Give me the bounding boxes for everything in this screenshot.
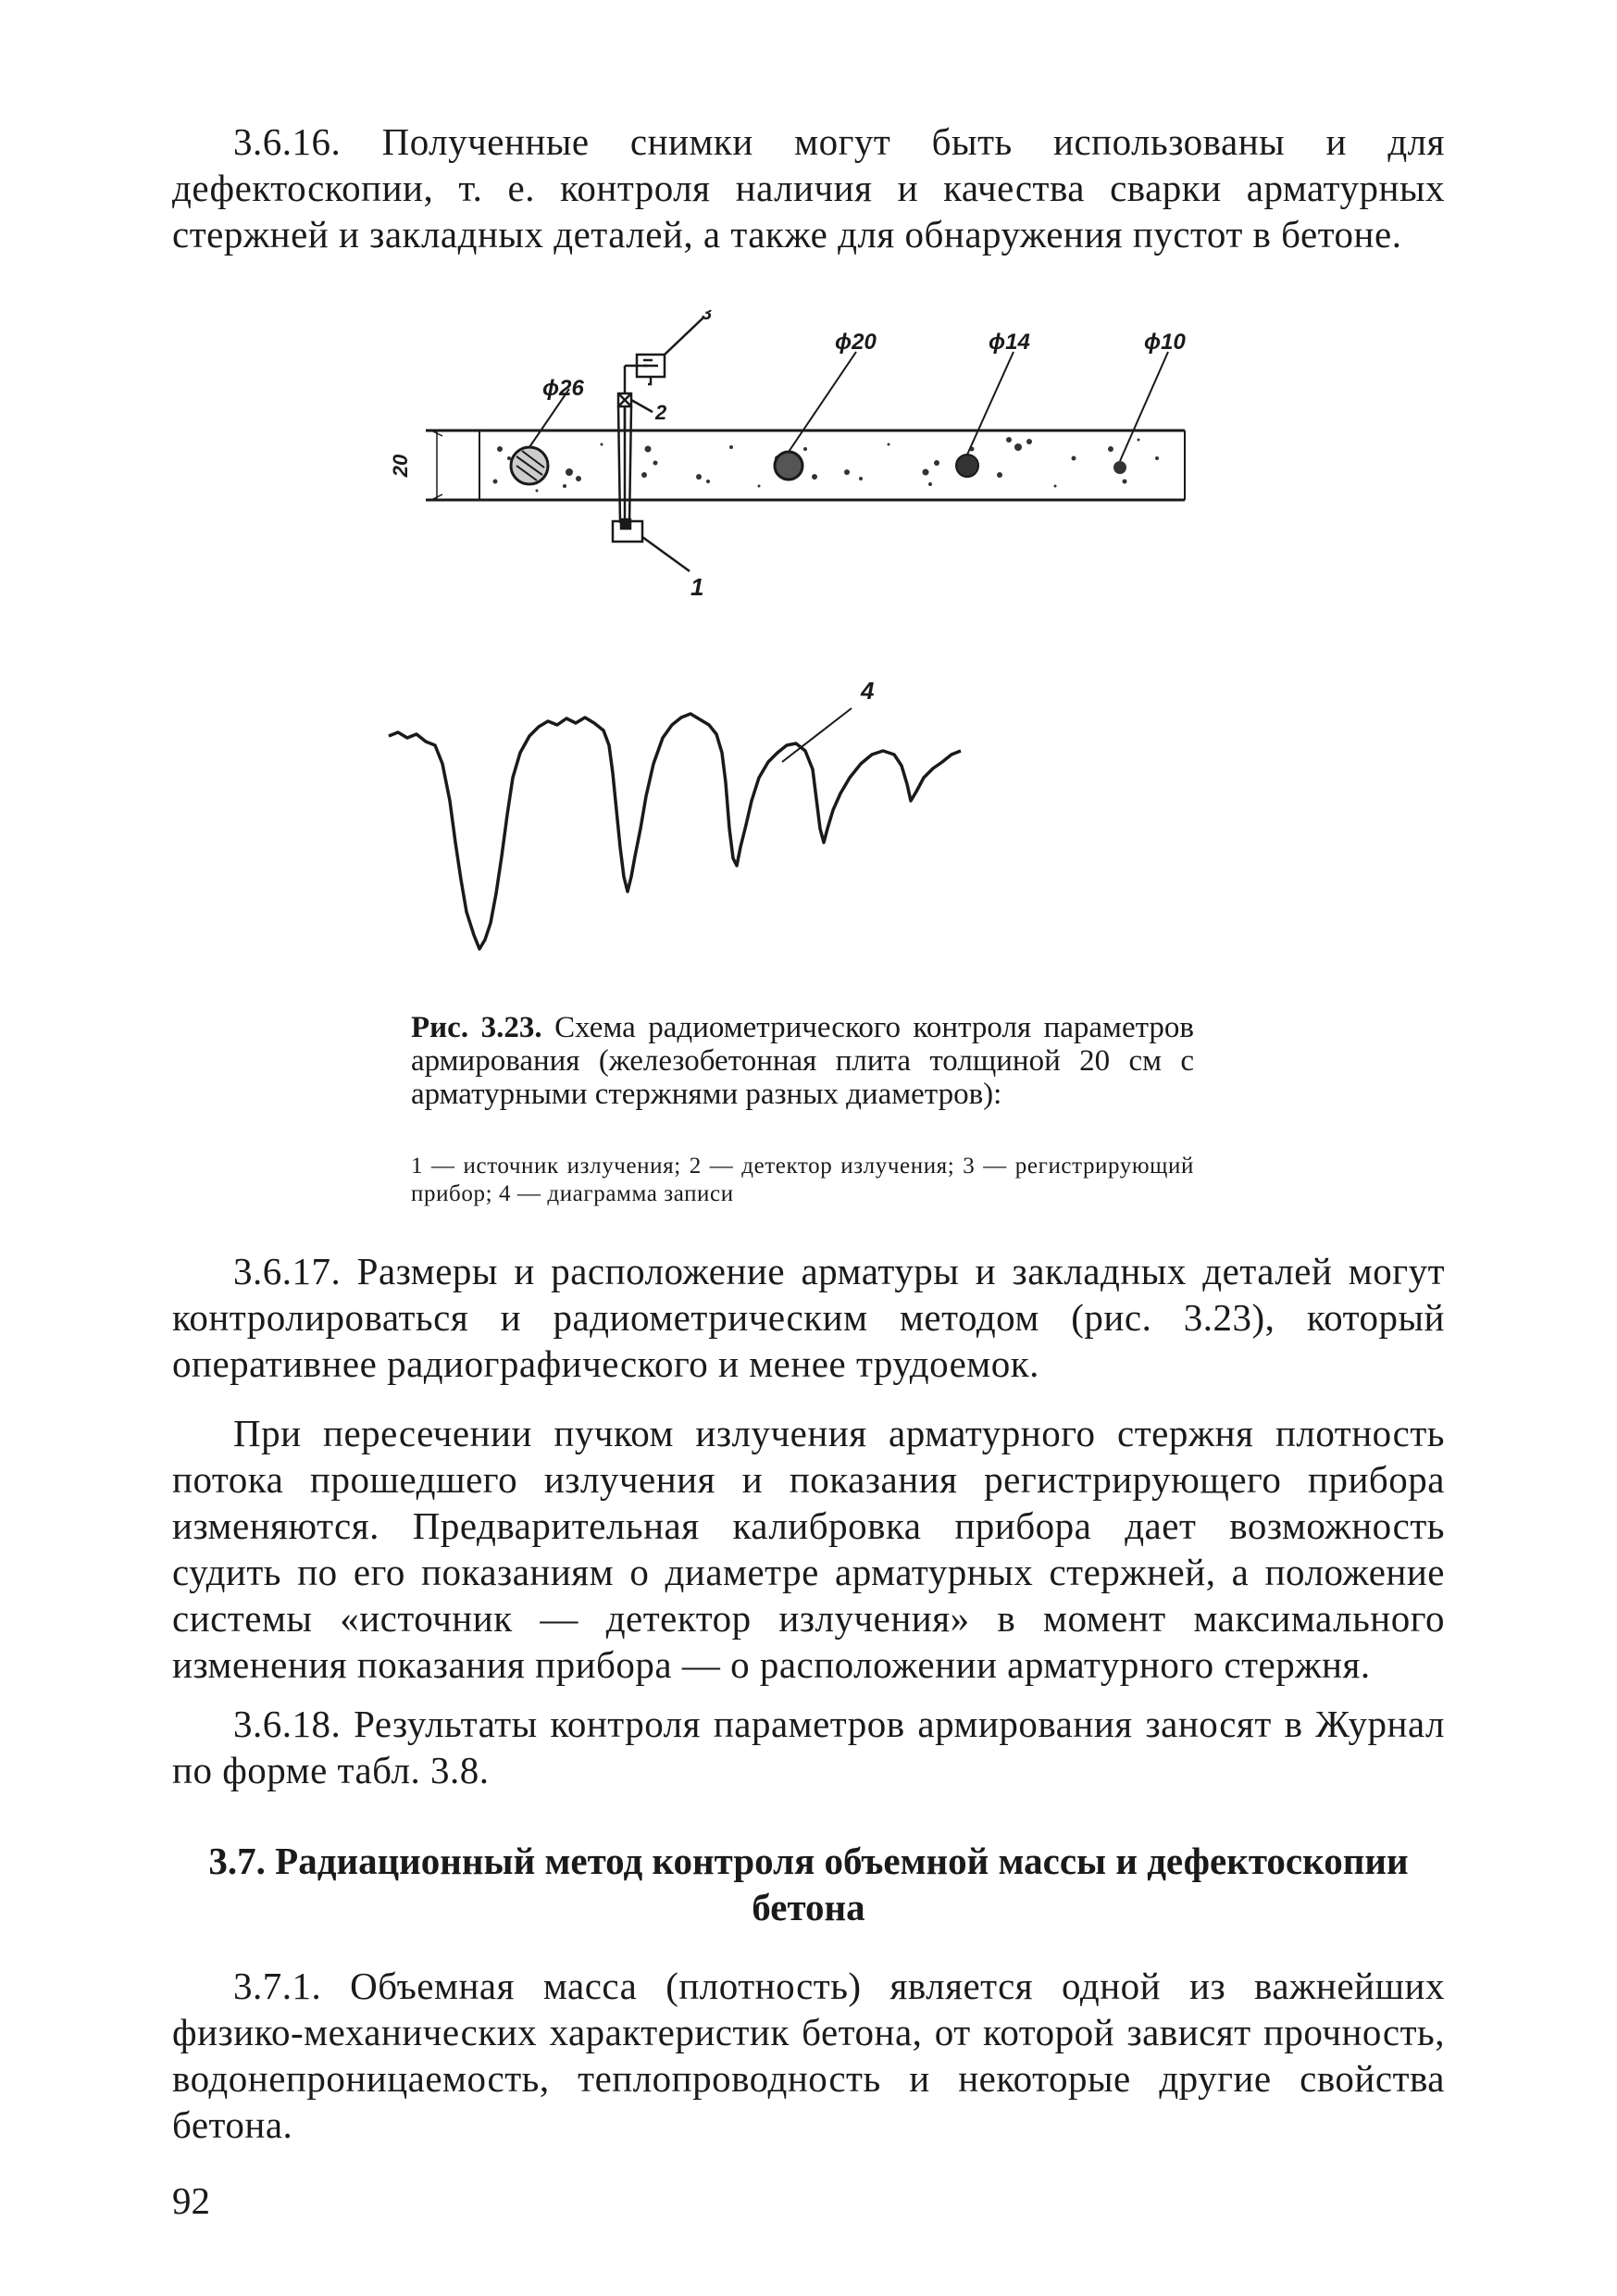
label-1: 1	[690, 573, 704, 601]
figure-legend: 1 — источник излучения; 2 — детектор излучения; 3 — регистрирующий прибор; 4 — диаграмма записи	[411, 1154, 1194, 1206]
figure-3-23	[370, 310, 1222, 977]
label-thickness: 20	[389, 454, 412, 478]
figure-diagram	[370, 310, 1222, 977]
label-d10: ϕ10	[1144, 330, 1186, 355]
measuring-system	[613, 318, 703, 571]
paragraph-3-7-1: 3.7.1. Объемная масса (плотность) является одной из важнейших физико-механических характеристик бетона, от которой зависят прочность, водонепроницаемость, теплопроводность и некоторые другие свойства бетона.	[172, 1965, 1445, 2146]
page-number: 92	[172, 2179, 210, 2222]
rebar-d10	[1113, 461, 1126, 474]
aggregate-texture	[493, 437, 1160, 493]
figure-caption	[411, 1011, 1194, 1111]
label-4: 4	[861, 677, 875, 705]
label-d14: ϕ14	[989, 330, 1030, 355]
rebar-d14	[956, 455, 978, 477]
paragraph-3-6-16: 3.6.16. Полученные снимки могут быть использованы и для дефектоскопии, т. е. контроля наличия и качества сварки арматурных стержней и закладных деталей, а также для обнаружения пустот в бетоне.	[172, 120, 1445, 256]
caption-lead: Рис. 3.23.	[411, 1011, 542, 1044]
section-heading: 3.7. Радиационный метод контроля объемной массы и дефектоскопии бетона	[208, 1840, 1409, 1928]
rebar-d20	[775, 452, 802, 480]
label-2: 2	[655, 401, 667, 424]
paragraph-3-6-18: 3.6.18. Результаты контроля параметров армирования заносят в Журнал по форме табл. 3.8.	[172, 1703, 1445, 1791]
label-d20: ϕ20	[835, 330, 877, 355]
rebar-d26	[511, 447, 548, 484]
paragraph-3-6-17: 3.6.17. Размеры и расположение арматуры и закладных деталей могут контролироваться и радиометрическим методом (рис. 3.23), который оперативнее радиографического и менее трудоемок.	[172, 1250, 1445, 1385]
label-d26: ϕ26	[542, 376, 584, 401]
diagram-leader	[782, 708, 852, 762]
label-3: 3	[702, 310, 713, 324]
caption-text: Схема радиометрического контроля параметров армирования (железобетонная плита толщиной 20 см с арматурными стержнями разных диаметров):	[411, 1011, 1194, 1111]
recording-diagram	[389, 714, 961, 949]
paragraph-crossing: При пересечении пучком излучения арматурного стержня плотность потока прошедшего излучения и показания регистрирующего прибора изменяются. Предварительная калибровка прибора дает возможность судить по его показаниям о диаметре арматурных стержней, а положение системы «источник — детектор излучения» в момент максимального изменения показания прибора — о расположении арматурного стержня.	[172, 1412, 1445, 1686]
